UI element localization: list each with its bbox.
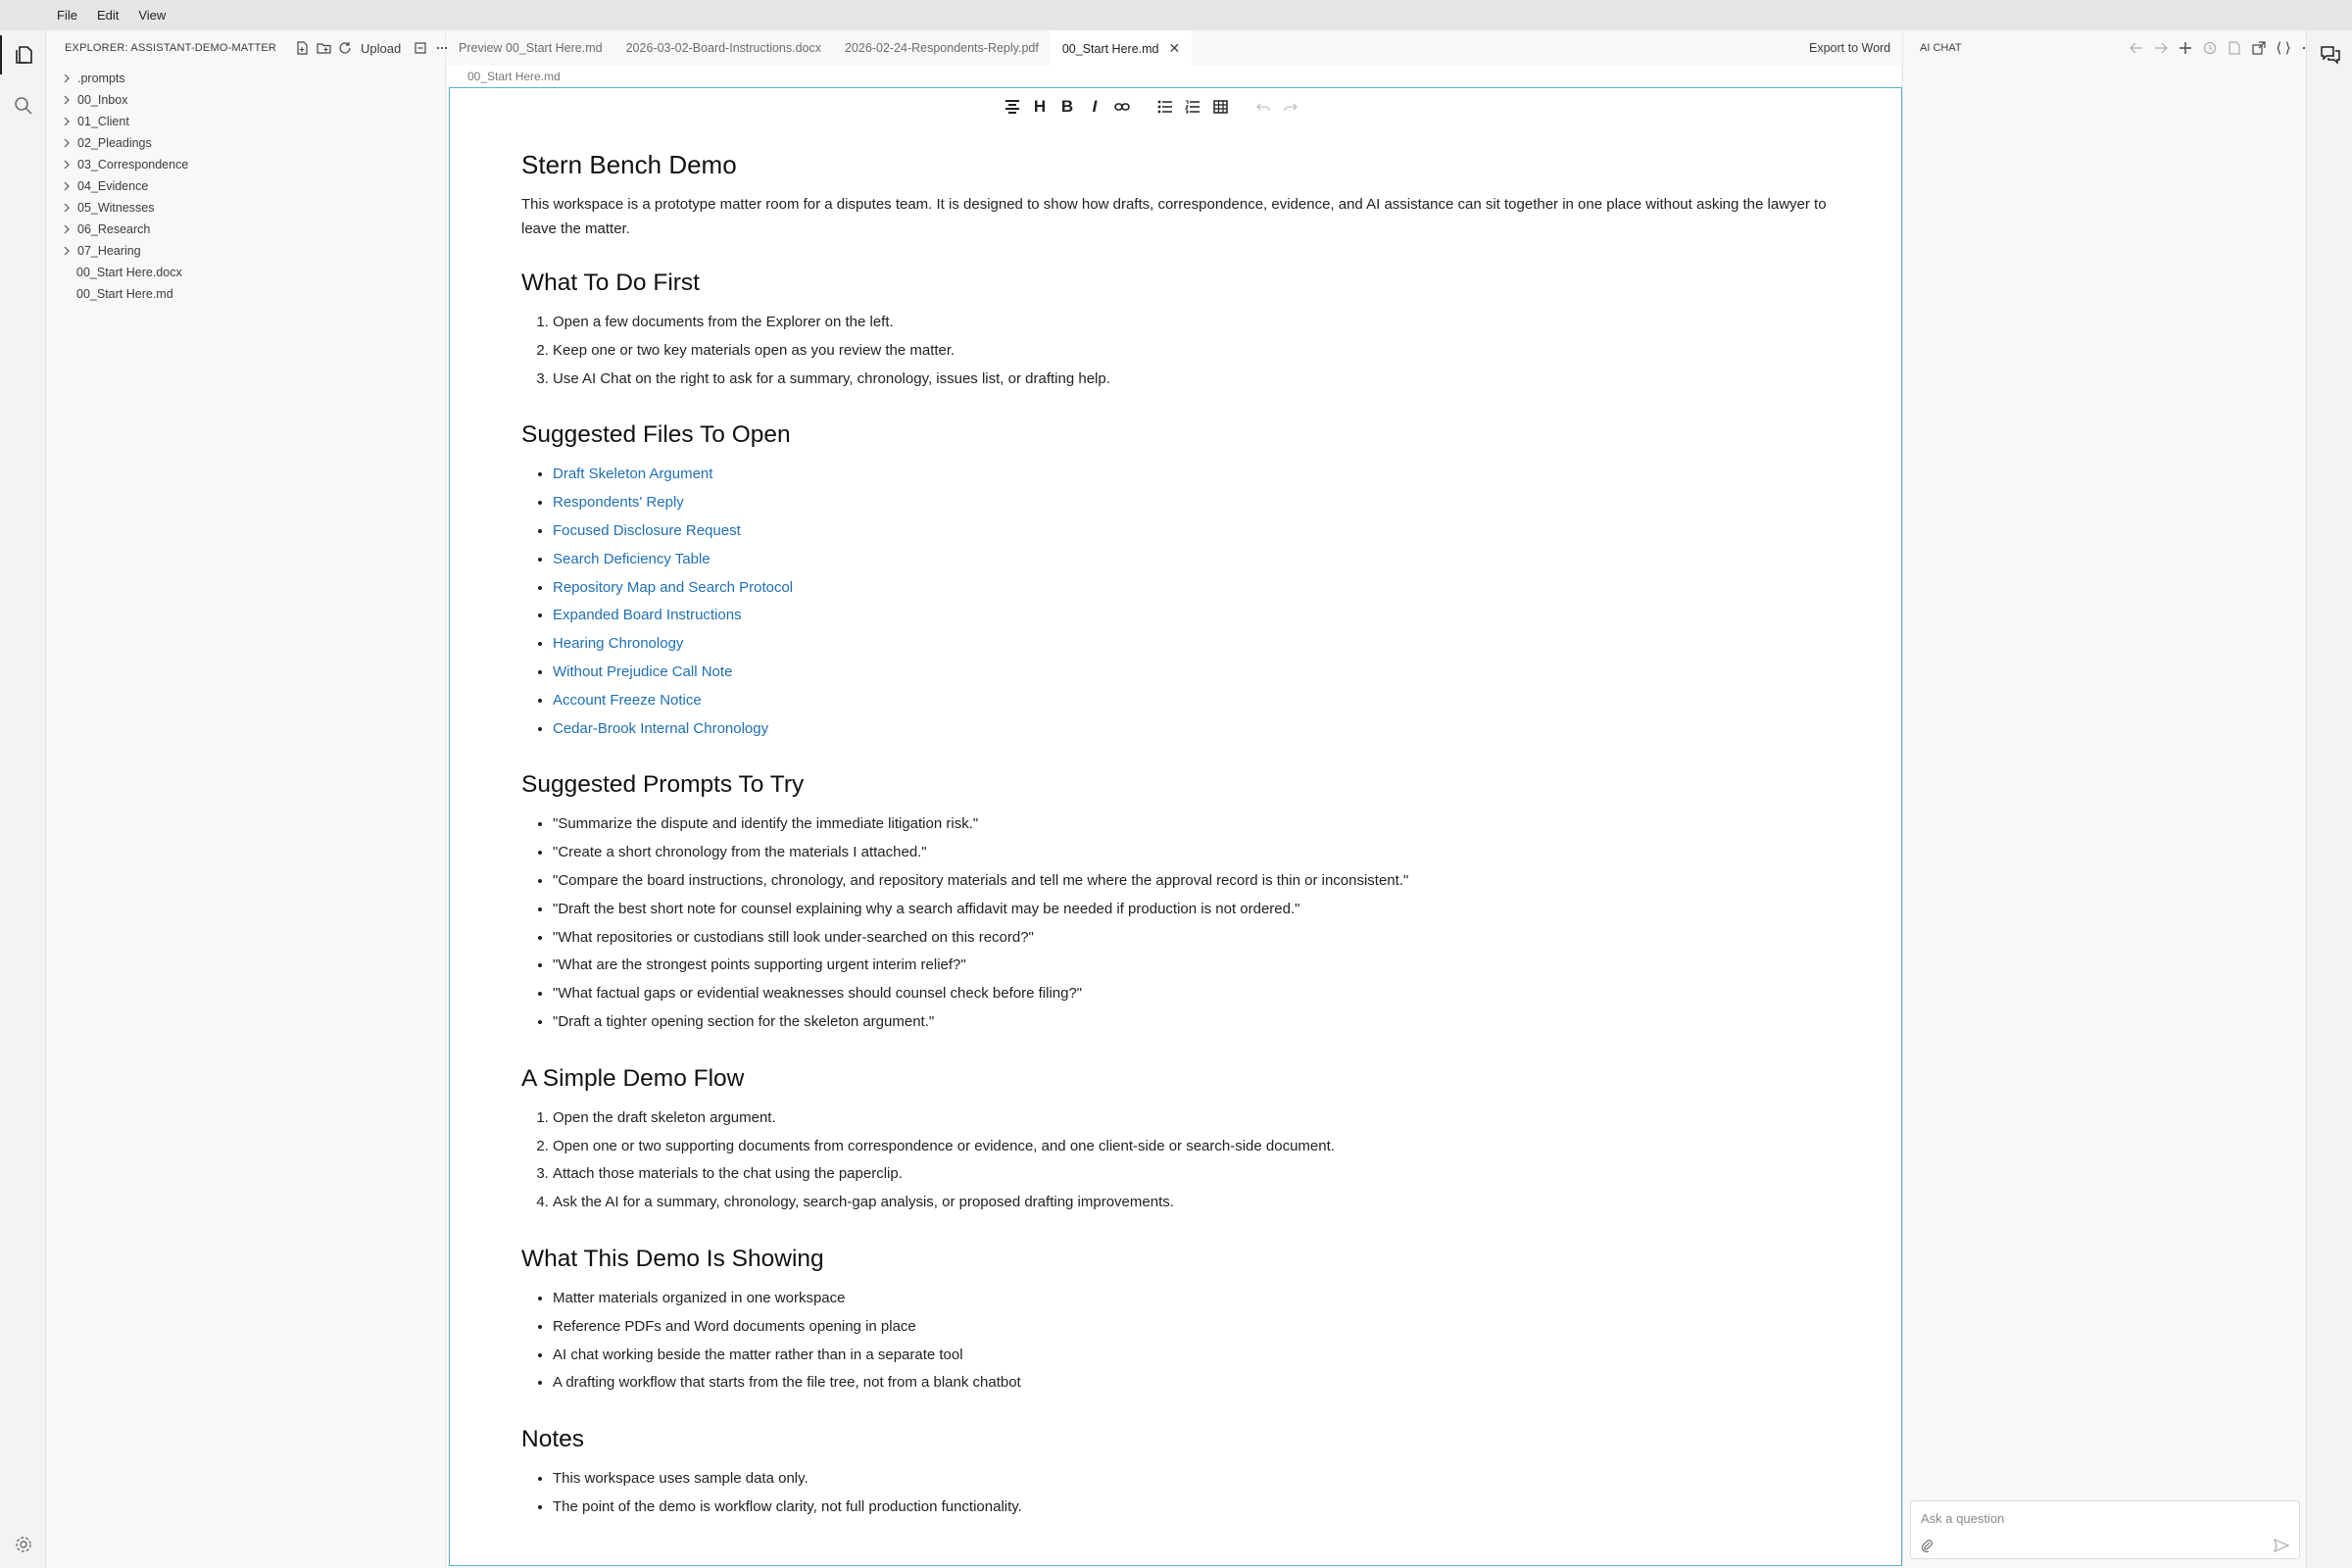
chevron-right-icon: [60, 72, 74, 85]
suggested-files-list: [521, 461, 1835, 743]
chat-bubbles-icon[interactable]: [2307, 35, 2352, 74]
secondary-activity-bar: [2306, 30, 2352, 1568]
list-item: • A drafting workflow that starts from the file tree, not from a blank chatbot: [553, 1369, 1835, 1397]
chat-input-placeholder[interactable]: Ask a question: [1921, 1511, 2005, 1526]
list-item: 3. Attach those materials to the chat using the paperclip.: [553, 1160, 1835, 1189]
tab-label: 2026-02-24-Respondents-Reply.pdf: [845, 41, 1039, 55]
file-link[interactable]: Focused Disclosure Request: [553, 521, 741, 539]
list-item: [553, 546, 1835, 574]
chevron-right-icon: [60, 222, 74, 236]
folder-item[interactable]: [46, 132, 445, 154]
first-steps-list: [521, 309, 1835, 393]
plus-icon[interactable]: [2178, 40, 2193, 56]
code-braces-icon[interactable]: [2276, 40, 2291, 56]
intro-paragraph: This workspace is a prototype matter room for a disputes team. It is designed to show how drafts, correspondence, evidence, and AI assistance can sit together in one place without asking the lawyer to leave the matter.: [521, 196, 1827, 237]
breadcrumb: [447, 66, 1901, 87]
chevron-right-icon: [60, 158, 74, 172]
list-item: [553, 687, 1835, 715]
file-item[interactable]: 00_Start Here.docx: [76, 266, 182, 279]
chat-input-box[interactable]: [1910, 1500, 2300, 1559]
format-toolbar: [1004, 94, 1299, 120]
explorer-header: [46, 30, 445, 66]
list-item: • "Compare the board instructions, chronology, and repository materials and tell me where the approval record is thin or inconsistent.": [553, 867, 1835, 896]
chevron-right-icon: [60, 93, 74, 107]
numbered-list-icon[interactable]: [1184, 98, 1201, 116]
file-link[interactable]: Repository Map and Search Protocol: [553, 578, 794, 596]
folder-label: 05_Witnesses: [77, 201, 155, 215]
table-icon[interactable]: [1211, 98, 1229, 116]
file-link[interactable]: Without Prejudice Call Note: [553, 662, 733, 680]
bullet-list-icon[interactable]: [1156, 98, 1174, 116]
document-icon[interactable]: [2227, 40, 2242, 56]
section-heading: Notes: [521, 1426, 585, 1453]
forward-arrow-icon[interactable]: [2153, 40, 2169, 56]
demo-flow-list: [521, 1104, 1835, 1217]
list-item: [553, 574, 1835, 603]
back-arrow-icon[interactable]: [2129, 40, 2144, 56]
folder-label: 00_Inbox: [77, 93, 128, 107]
list-item: • Reference PDFs and Word documents opening in place: [553, 1313, 1835, 1342]
list-item: • "What factual gaps or evidential weaknesses should counsel check before filing?": [553, 980, 1835, 1008]
list-item: 2. Open one or two supporting documents from correspondence or evidence, and one client-side or search-side document.: [553, 1133, 1835, 1161]
ai-chat-title: AI CHAT: [1920, 42, 1962, 54]
list-item: [553, 602, 1835, 630]
folder-label: 02_Pleadings: [77, 136, 152, 150]
paperclip-icon[interactable]: [1921, 1539, 1933, 1557]
section-heading: Suggested Files To Open: [521, 421, 791, 449]
menu-view[interactable]: View: [138, 8, 167, 23]
list-item: • "Draft the best short note for counsel explaining why a search affidavit may be needed if production is not ordered.": [553, 896, 1835, 924]
file-link[interactable]: Expanded Board Instructions: [553, 607, 742, 624]
list-item: 1. Open a few documents from the Explorer on the left.: [553, 309, 1835, 337]
file-link[interactable]: Draft Skeleton Argument: [553, 466, 713, 483]
list-item: 2. Keep one or two key materials open as you review the matter.: [553, 337, 1835, 366]
chevron-right-icon: [60, 115, 74, 128]
file-tree: [46, 68, 445, 305]
folder-item[interactable]: [46, 68, 445, 89]
folder-item[interactable]: [46, 175, 445, 197]
search-icon[interactable]: [0, 86, 46, 125]
list-item: [553, 517, 1835, 546]
section-heading: What This Demo Is Showing: [521, 1245, 824, 1272]
document-title: Stern Bench Demo: [521, 150, 737, 179]
folder-item[interactable]: [46, 197, 445, 219]
notes-list: [521, 1465, 1835, 1522]
align-center-icon[interactable]: [1004, 98, 1021, 116]
folder-label: 07_Hearing: [77, 244, 141, 258]
breadcrumb-file[interactable]: 00_Start Here.md: [467, 70, 561, 83]
file-link[interactable]: Account Freeze Notice: [553, 691, 702, 709]
folder-label: .prompts: [77, 72, 125, 85]
folder-label: 06_Research: [77, 222, 151, 236]
redo-icon[interactable]: [1282, 98, 1299, 116]
tab-label: Preview 00_Start Here.md: [459, 41, 603, 55]
tab-respondents-reply[interactable]: [833, 30, 1051, 66]
new-file-icon[interactable]: [294, 40, 310, 56]
explorer-toolbar: [294, 30, 450, 66]
section-heading: What To Do First: [521, 270, 700, 296]
upload-button[interactable]: Upload: [361, 40, 402, 56]
list-item: • Matter materials organized in one workspace: [553, 1285, 1835, 1313]
folder-item[interactable]: [46, 154, 445, 175]
list-item: [553, 659, 1835, 687]
tab-preview-start-here[interactable]: [447, 30, 614, 66]
suggested-prompts-list: [521, 810, 1835, 1036]
list-item: 3. Use AI Chat on the right to ask for a summary, chronology, issues list, or drafting help.: [553, 366, 1835, 394]
folder-item[interactable]: [46, 111, 445, 132]
list-item: 4. Ask the AI for a summary, chronology, search-gap analysis, or proposed drafting improvements.: [553, 1189, 1835, 1217]
section-heading: Suggested Prompts To Try: [521, 771, 805, 799]
menu-bar: [0, 0, 2352, 30]
file-link[interactable]: Cedar-Brook Internal Chronology: [553, 719, 769, 737]
list-item: • "Create a short chronology from the materials I attached.": [553, 839, 1835, 867]
folder-item[interactable]: [46, 240, 445, 262]
explorer-sidebar: [46, 30, 446, 1568]
list-item: • "Summarize the dispute and identify the immediate litigation risk.": [553, 810, 1835, 839]
settings-gear-icon[interactable]: [0, 1525, 46, 1564]
file-link[interactable]: Respondents' Reply: [553, 494, 684, 512]
editor-tabs: [447, 30, 1901, 66]
demo-showing-list: [521, 1285, 1835, 1397]
list-item: [553, 489, 1835, 517]
open-external-icon[interactable]: [2251, 40, 2267, 56]
bold-icon[interactable]: B: [1060, 97, 1074, 116]
list-item: • "What are the strongest points supporting urgent interim relief?": [553, 952, 1835, 980]
refresh-icon[interactable]: [337, 40, 353, 56]
folder-item[interactable]: [46, 219, 445, 240]
new-folder-icon[interactable]: [316, 40, 331, 56]
list-item: • "Draft a tighter opening section for the skeleton argument.": [553, 1008, 1835, 1037]
list-item: • AI chat working beside the matter rather than in a separate tool: [553, 1342, 1835, 1370]
export-to-word-button[interactable]: Export to Word: [1809, 41, 1891, 55]
close-icon[interactable]: ✕: [1168, 40, 1181, 56]
activity-bar: [0, 30, 46, 1568]
document-content: [521, 145, 1835, 1522]
tab-board-instructions[interactable]: [614, 30, 833, 66]
list-item: [553, 461, 1835, 489]
list-item: 1. Open the draft skeleton argument.: [553, 1104, 1835, 1133]
ai-chat-panel: [1902, 30, 2306, 1568]
italic-icon[interactable]: I: [1092, 97, 1098, 116]
file-item[interactable]: 00_Start Here.md: [76, 287, 173, 301]
explorer-icon[interactable]: [0, 35, 46, 74]
undo-icon[interactable]: [1254, 98, 1272, 116]
tab-start-here-md[interactable]: [1051, 30, 1192, 66]
markdown-editor[interactable]: [449, 87, 1902, 1566]
list-item: • "What repositories or custodians still look under-searched on this record?": [553, 924, 1835, 953]
send-icon[interactable]: [2274, 1539, 2289, 1557]
chat-toolbar: [2129, 30, 2316, 66]
chevron-right-icon: [60, 201, 74, 215]
list-item: • The point of the demo is workflow clarity, not full production functionality.: [553, 1494, 1835, 1522]
chevron-right-icon: [60, 179, 74, 193]
folder-item[interactable]: [46, 89, 445, 111]
folder-label: 04_Evidence: [77, 179, 149, 193]
history-icon[interactable]: [2202, 40, 2218, 56]
link-icon[interactable]: [1113, 98, 1131, 116]
heading-icon[interactable]: H: [1033, 97, 1047, 116]
chevron-right-icon: [60, 244, 74, 258]
list-item: [553, 630, 1835, 659]
explorer-title: EXPLORER: ASSISTANT-DEMO-MATTER: [65, 42, 277, 54]
menu-file[interactable]: File: [57, 8, 77, 23]
chevron-right-icon: [60, 136, 74, 150]
collapse-all-icon[interactable]: [413, 40, 428, 56]
file-link[interactable]: Search Deficiency Table: [553, 550, 710, 567]
list-item: • This workspace uses sample data only.: [553, 1465, 1835, 1494]
tab-label: 00_Start Here.md: [1061, 41, 1159, 56]
menu-edit[interactable]: Edit: [96, 8, 120, 23]
list-item: [553, 715, 1835, 744]
file-link[interactable]: Hearing Chronology: [553, 635, 684, 653]
folder-label: 03_Correspondence: [77, 158, 189, 172]
section-heading: A Simple Demo Flow: [521, 1064, 745, 1092]
tab-label: 2026-03-02-Board-Instructions.docx: [625, 41, 822, 55]
folder-label: 01_Client: [77, 115, 129, 128]
